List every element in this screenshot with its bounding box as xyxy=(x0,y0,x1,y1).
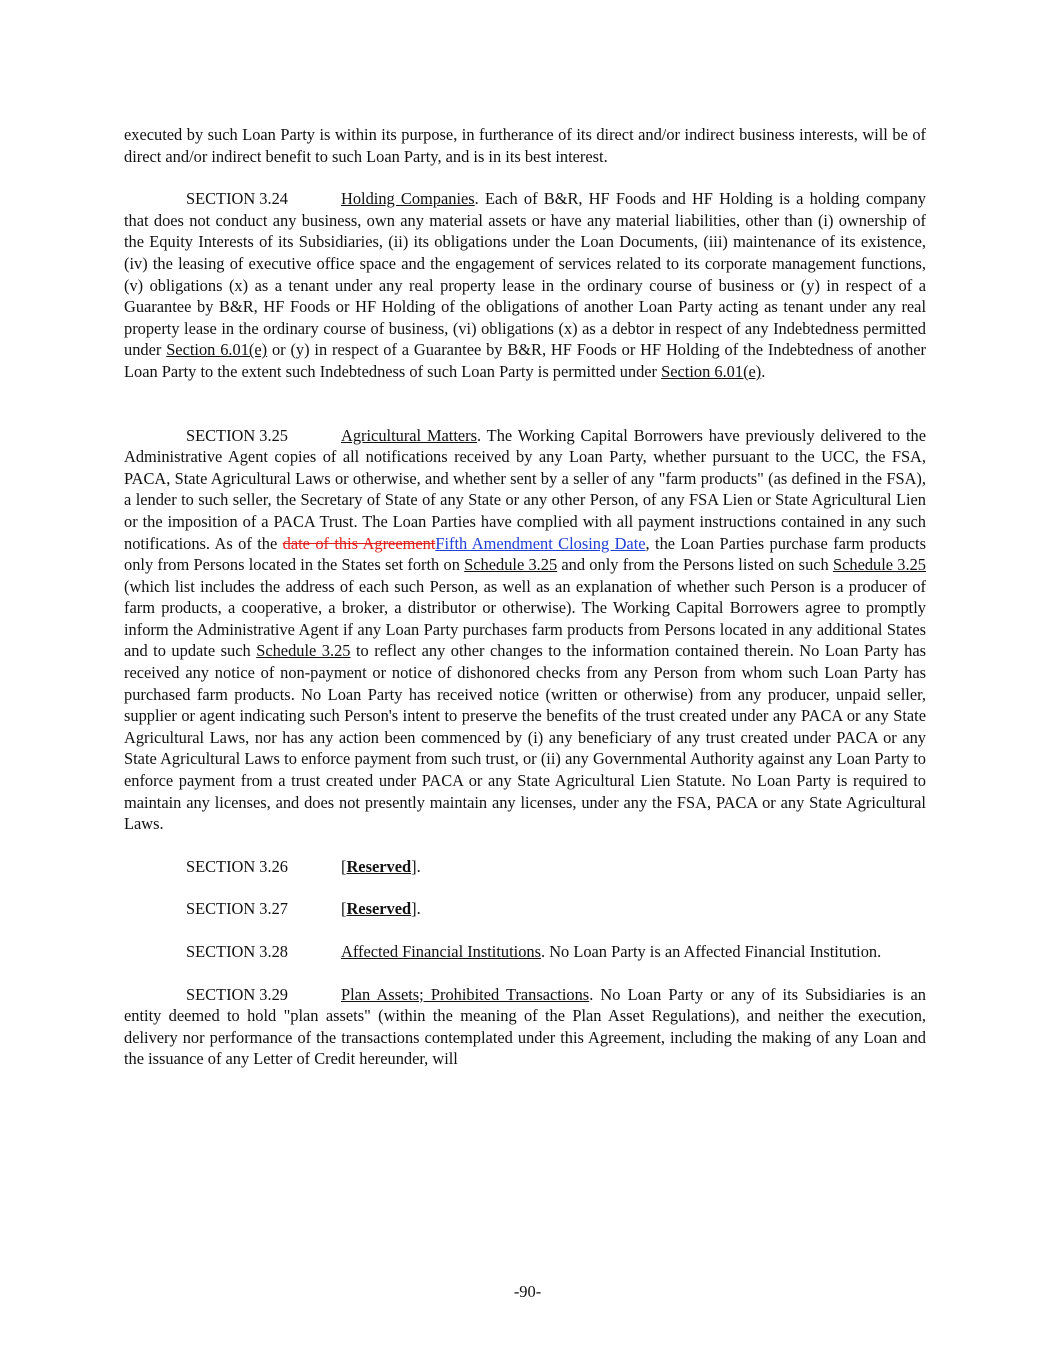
section-number: SECTION 3.26 xyxy=(186,856,288,876)
page-number: -90- xyxy=(513,1282,542,1301)
reserved-label: Reserved xyxy=(346,899,412,919)
document-page xyxy=(124,124,926,1070)
section-3-25: SECTION 3.25 Agricultural Matters. The Working Capital Borrowers have previously delivered to the Administrative Agent copies of all notifications received by any Loan Party, whether pursuant to the UCC, the FSA, PACA, State Agricultural Laws or otherwise, and whether sent by a seller of any "farm products" (as defined in the FSA), a lender to such seller, the Secretary of State of any State or any other Person, of any FSA Lien or State Agricultural Lien or the imposition of a PACA Trust. The Loan Parties have complied with all payment instructions contained in any such notifications. As of the date of this AgreementFifth Amendment Closing Date, the Loan Parties purchase farm products only from Persons located in the States set forth on Schedule 3.25 and only from the Persons listed on such Schedule 3.25 (which list includes the address of each such Person, as well as an explanation of whether such Person is a producer of farm products, a cooperative, a broker, a distributor or otherwise). The Working Capital Borrowers agree to promptly inform the Administrative Agent if any Loan Party purchases farm products from Persons located in any additional States and to update such Schedule 3.25 to reflect any other changes to the information contained therein. No Loan Party has received any notice of non-payment or notice of dishonored checks from any Person from whom such Loan Party has purchased farm products. No Loan Party has received notice (written or otherwise) from any producer, unpaid seller, supplier or agent indicating such Person's intent to preserve the benefits of the trust created under any PACA or any State Agricultural Laws, nor has any action been commenced by (i) any beneficiary of any trust created under PACA or any State Agricultural Laws to enforce payment from such trust, or (ii) any Governmental Authority against any Loan Party to enforce payment from a trust created under PACA or any State Agricultural Lien Statute. No Loan Party is required to maintain any licenses, and does not presently maintain any licenses, under any the FSA, PACA or any State Agricultural Laws. xyxy=(124,425,926,834)
cross-reference: Schedule 3.25 xyxy=(832,555,926,575)
section-3-24: SECTION 3.24 Holding Companies. Each of B&R, HF Foods and HF Holding is a holding company that does not conduct any business, own any material assets or have any material liabilities, other than (i) ownership of the Equity Interests of its Subsidiaries, (ii) its obligations under the Loan Documents, (iii) maintenance of its existence, (iv) the leasing of executive office space and the engagement of services related to its corporate management functions, (v) obligations (x) as a tenant under any real property lease in the ordinary course of business or (y) in respect of a Guarantee by B&R, HF Foods or HF Holding of the obligations of another Loan Party acting as tenant under any real property lease in the ordinary course of business, (vi) obligations (x) as a debtor in respect of any Indebtedness permitted under Section 6.01(e) or (y) in respect of a Guarantee by B&R, HF Foods or HF Holding of the Indebtedness of another Loan Party to the extent such Indebtedness of such Loan Party is permitted under Section 6.01(e). xyxy=(124,189,927,381)
section-title: Holding Companies xyxy=(341,189,475,209)
section-3-27: SECTION 3.27 [Reserved]. xyxy=(186,899,421,919)
section-number: SECTION 3.24 xyxy=(186,189,288,209)
section-number: SECTION 3.28 xyxy=(186,942,288,961)
cross-reference: Section 6.01(e) xyxy=(661,361,762,381)
section-number: SECTION 3.25 xyxy=(186,425,288,445)
section-3-29: SECTION 3.29 Plan Assets; Prohibited Transactions. No Loan Party or any of its Subsidiaries is an entity deemed to hold "plan assets" (within the meaning of the Plan Asset Regulations), and neither the execution, delivery nor performance of the transactions contemplated under this Agreement, including the making of any Loan and the issuance of any Letter of Credit hereunder, will xyxy=(124,984,926,1069)
section-title: Agricultural Matters xyxy=(341,425,478,445)
cross-reference: Schedule 3.25 xyxy=(464,555,558,575)
section-3-28: SECTION 3.28 Affected Financial Institutions. No Loan Party is an Affected Financial Institution. xyxy=(186,942,882,961)
section-title: Plan Assets; Prohibited Transactions xyxy=(341,984,590,1004)
section-title: Affected Financial Institutions xyxy=(341,942,541,961)
inserted-text: Fifth Amendment Closing Date xyxy=(435,533,646,553)
section-3-26: SECTION 3.26 [Reserved]. xyxy=(186,856,421,876)
cross-reference: Section 6.01(e) xyxy=(166,340,268,360)
deleted-text: date of this Agreement xyxy=(282,533,436,553)
cross-reference: Schedule 3.25 xyxy=(256,641,351,661)
reserved-label: Reserved xyxy=(346,856,412,876)
section-number: SECTION 3.27 xyxy=(186,899,288,919)
intro-paragraph: executed by such Loan Party is within its purpose, in furtherance of its direct and/or indirect business interests, will be of direct and/or indirect benefit to such Loan Party, and is in its best interest. xyxy=(124,125,926,166)
section-number: SECTION 3.29 xyxy=(186,984,288,1004)
